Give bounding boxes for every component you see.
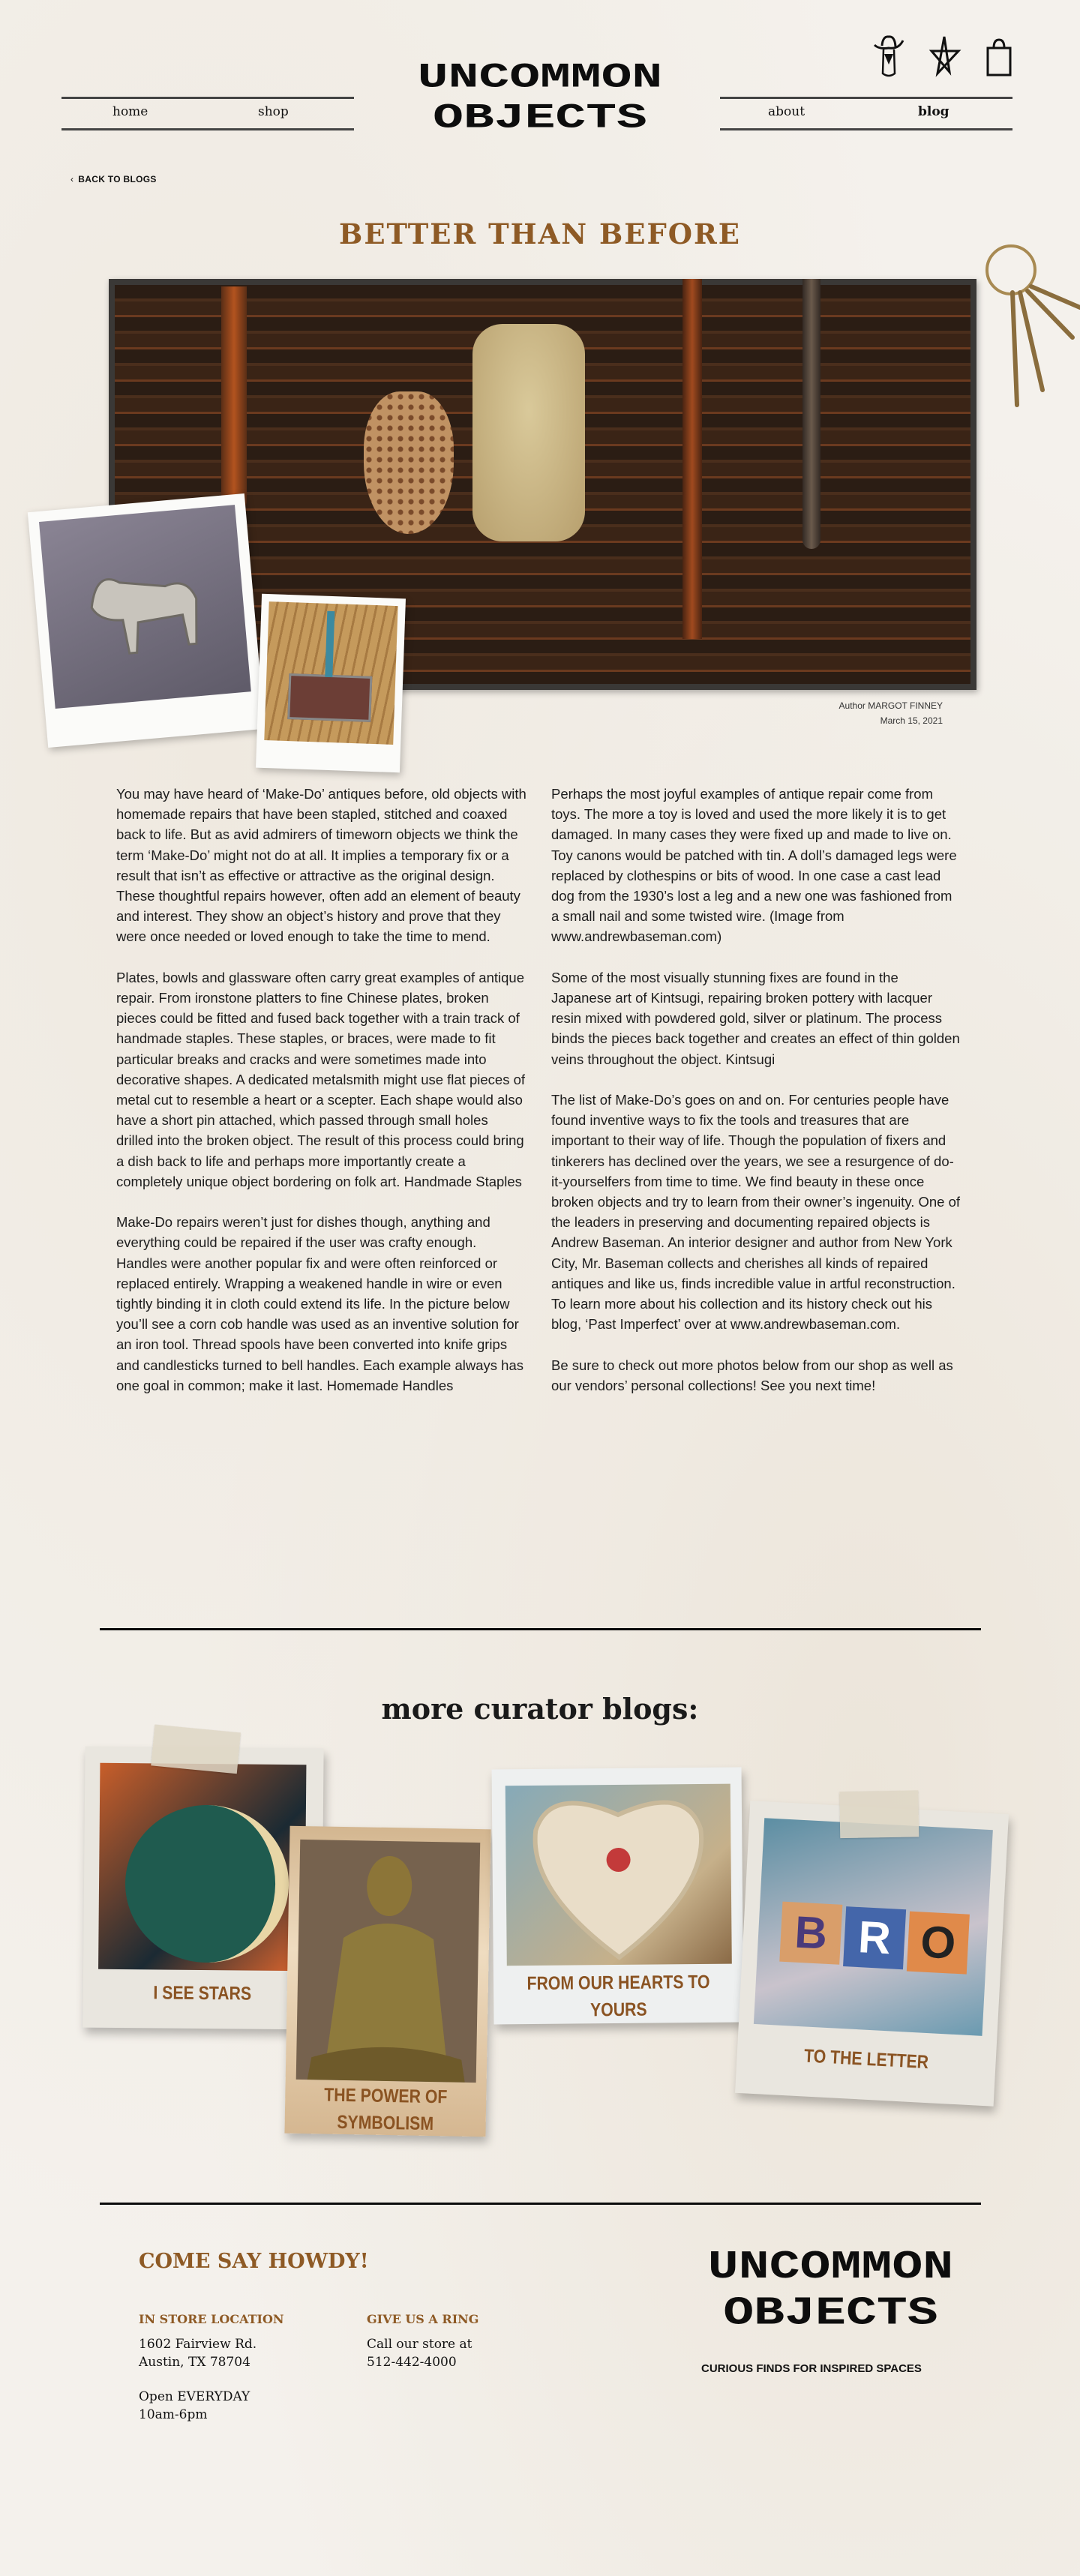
- brush-photo: [256, 594, 406, 773]
- hours-line: 10am-6pm: [139, 2407, 208, 2422]
- nav-about[interactable]: about: [768, 104, 806, 119]
- footer-logo: [624, 2245, 1036, 2336]
- store-address: [139, 2335, 256, 2371]
- article-title: BETTER THAN BEFORE: [339, 217, 741, 250]
- letter-block: O: [907, 1912, 970, 1975]
- article-column-left: [116, 784, 527, 1416]
- article-paragraph: Some of the most visually stunning fixes are found in the Japanese art of Kintsugi, repairing broken pottery with lacquer resin mixed with powdered gold, silver or platinum. The process binds the pieces back together and creates an effect of thin golden veins throughout the object. Kintsugi: [551, 969, 960, 1067]
- article-paragraph: Make-Do repairs weren’t just for dishes though, anything and everything could be repaired if the user was crafty enough. Handles were another popular fix and were often reinforced or replaced entirely. Wrapping a weakened handle in wire or even tightly binding it in cloth could extend its life. In the picture below you’ll see a corn cob handle was used as an inventive solution for an iron tool. Thread spools have been converted into knife grips and candlesticks turned to bell handles. Each example always has one goal in common; make it last. Homemade Handles: [116, 1214, 524, 1393]
- footer-heading: COME SAY HOWDY!: [139, 2250, 369, 2273]
- tape-decoration: [839, 1790, 919, 1838]
- keys-decoration: [975, 240, 1080, 412]
- store-hours: [139, 2388, 250, 2424]
- nav-divider: [720, 97, 1012, 99]
- letter-block: R: [843, 1906, 906, 1969]
- cowboy-account-icon[interactable]: [872, 34, 906, 79]
- nav-divider: [720, 128, 1012, 130]
- article-paragraph: Perhaps the most joyful examples of antique repair come from toys. The more a toy is loved and used the more likely it is to get damaged. In many cases they were fixed up and made to live on. Toy canons would be patched with tin. A doll’s damaged legs were replaced by clothespins or bits of wood. In one case a cast lead dog from the 1930’s lost a leg and a new one was fashioned from a small nail and some twisted wire. (Image from www.andrewbaseman.com): [551, 786, 957, 945]
- article-meta: [839, 698, 943, 728]
- blog-card-image: [754, 1818, 993, 2036]
- article-column-right: [551, 784, 962, 1416]
- back-to-blogs-link[interactable]: [70, 174, 157, 184]
- blog-card-title: I SEE STARS: [153, 1982, 252, 2005]
- article-paragraph: The list of Make-Do’s goes on and on. For centuries people have found inventive ways to fix the tools and treasures that are important to their way of life. Though the population of fixers and tinkerers has declined over the years, we see a resurgence of do-it-yourselfers from time to time. We find beauty in these once broken objects and try to learn from their owner’s ingenuity. One of the leaders in preserving and documenting repaired objects is Andrew Baseman. An interior designer and author from New York City, Mr. Baseman collects and cherishes all kinds of repaired antiques and like us, finds incredible value in artful reconstruction. To learn more about his collection and its history check out his blog, ‘Past Imperfect’ over at www.andrewbaseman.com.: [551, 1092, 961, 1333]
- location-heading: IN STORE LOCATION: [139, 2312, 284, 2326]
- article-paragraph: You may have heard of ‘Make-Do’ antiques before, old objects with homemade repairs that have been stapled, stitched and coaxed back to life. But as avid admirers of timeworn objects we think the term ‘Make-Do’ might not do at all. It implies a temporary fix or a result that isn’t as effective or attractive as the original design. These thoughtful repairs however, often add an element of beauty and interest. They show an object’s history and prove that they were once needed or loved enough to take the time to mend.: [116, 786, 526, 945]
- nav-shop[interactable]: shop: [258, 104, 289, 119]
- logo-line1: UNCOMMON: [417, 58, 663, 98]
- blog-card-image: [506, 1784, 732, 1966]
- article-author: Author MARGOT FINNEY: [838, 700, 943, 711]
- blog-card-title: THE POWER OF SYMBOLISM: [324, 2084, 448, 2135]
- logo-line1: UNCOMMON: [707, 2245, 954, 2290]
- address-line: Austin, TX 78704: [139, 2355, 250, 2370]
- footer-divider: [100, 2203, 981, 2205]
- blog-card-image: [296, 1840, 481, 2083]
- star-favorites-icon[interactable]: [927, 34, 962, 79]
- phone-heading: GIVE US A RING: [367, 2312, 479, 2326]
- address-line: 1602 Fairview Rd.: [139, 2337, 257, 2352]
- section-divider: [100, 1628, 981, 1630]
- nav-blog[interactable]: blog: [918, 104, 950, 119]
- article-date: March 15, 2021: [880, 715, 943, 726]
- dog-toy-photo: [28, 493, 265, 748]
- chevron-left-icon: ‹: [70, 174, 74, 184]
- phone-line: Call our store at: [367, 2337, 472, 2352]
- article-paragraph: Be sure to check out more photos below from our shop as well as our vendors’ personal collections! See you next time!: [551, 1357, 953, 1393]
- logo-line2: OBJECTS: [723, 2290, 938, 2336]
- logo-line2: OBJECTS: [433, 98, 647, 139]
- phone-number-link[interactable]: 512-442-4000: [367, 2355, 457, 2370]
- shopping-bag-icon[interactable]: [984, 37, 1014, 79]
- nav-home[interactable]: home: [112, 104, 148, 119]
- blog-card-power-of-symbolism[interactable]: [284, 1826, 490, 2137]
- back-link-label: BACK TO BLOGS: [78, 174, 157, 184]
- tape-decoration: [151, 1725, 241, 1774]
- site-logo[interactable]: [310, 58, 770, 139]
- footer-tagline: CURIOUS FINDS FOR INSPIRED SPACES: [701, 2362, 922, 2375]
- article-paragraph: Plates, bowls and glassware often carry great examples of antique repair. From ironstone platters to fine Chinese plates, broken pieces could be fitted and fused back together with a train track of handmade staples. These staples, or braces, were made to fit particular breaks and cracks and were sometimes made into decorative shapes. A dedicated metalsmith might use flat pieces of metal cut to resemble a heart or a scepter. Each shape would also have a short pin attached, which passed through small holes drilled into the broken object. The result of this process could bring a dish back to life and perhaps more importantly create a completely unique object bordering on folk art. Handmade Staples: [116, 969, 526, 1189]
- hours-line: Open EVERYDAY: [139, 2389, 250, 2404]
- letter-block: B: [779, 1902, 842, 1965]
- blog-card-from-our-hearts[interactable]: [492, 1768, 744, 2025]
- more-blogs-heading: more curator blogs:: [381, 1692, 699, 1726]
- blog-card-title: TO THE LETTER: [803, 2045, 929, 2074]
- blog-card-to-the-letter[interactable]: [735, 1801, 1009, 2107]
- blog-card-title: FROM OUR HEARTS TO YOURS: [526, 1971, 710, 2021]
- blog-card-image: [98, 1763, 306, 1971]
- store-phone: [367, 2335, 472, 2371]
